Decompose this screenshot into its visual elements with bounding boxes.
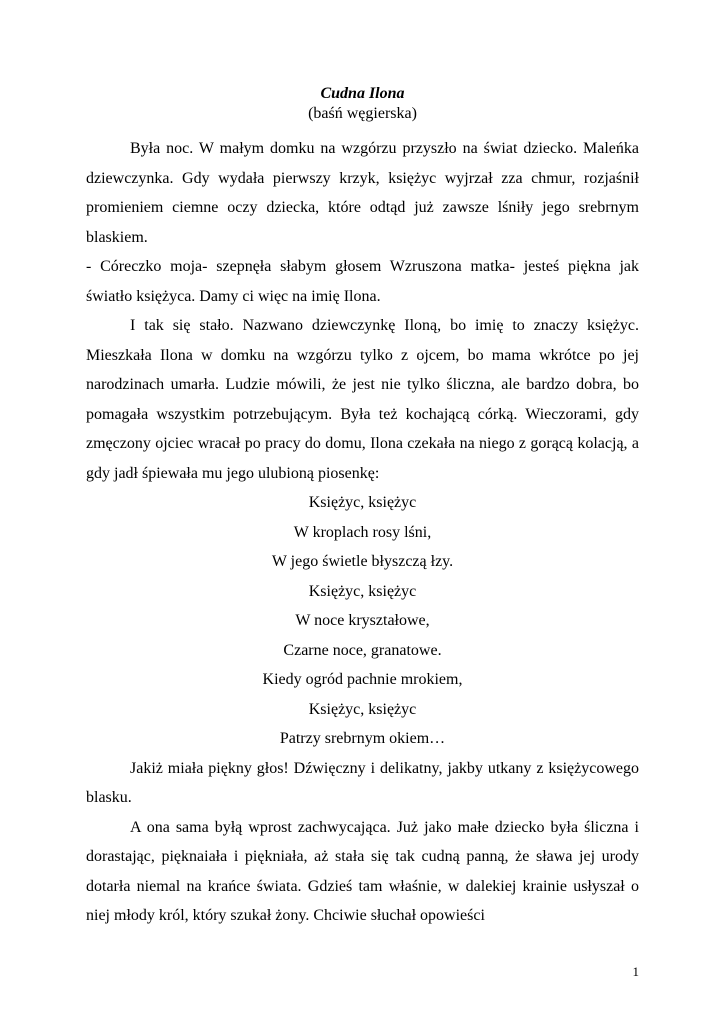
paragraph: I tak się stało. Nazwano dziewczynkę Iloną, bo imię to znaczy księżyc. Mieszkała Ilona w domku na wzgórzu tylko z ojcem, bo mama wkrótce po jej narodzinach umarła. Ludzie mówili, że jest nie tylko śliczna, ale bardzo dobra, bo pomagała wszystkim potrzebującym. Była też kochającą córką. Wieczorami, gdy zmęczony ojciec wracał po pracy do domu, Ilona czekała na niego z gorącą kolacją, a gdy jadł śpiewała mu jego ulubioną piosenkę:: [86, 317, 639, 482]
poem-line: Czarne noce, granatowe.: [283, 641, 442, 659]
poem-line: W kroplach rosy lśni,: [293, 523, 432, 541]
poem-line: Księżyc, księżyc: [308, 494, 417, 511]
poem-line: Księżyc, księżyc: [308, 582, 417, 600]
paragraph: Była noc. W małym domku na wzgórzu przyszło na świat dziecko. Maleńka dziewczynka. Gdy wydała pierwszy krzyk, księżyc wyjrzał zza chmur, rozjaśnił promieniem ciemne oczy dziecka, które odtąd już zawsze lśniły jego srebrnym blaskiem.: [86, 140, 639, 246]
paragraph: - Córeczko moja- szepnęła słabym głosem Wzruszona matka- jesteś piękna jak światło księżyca. Damy ci więc na imię Ilona.: [86, 258, 639, 305]
paragraph: A ona sama byłą wprost zachwycająca. Już jako małe dziecko była śliczna i dorastając, pięknaiała i piękniała, aż stała się tak cudną panną, że sława jej urody dotarła niemal na krańce świata. Gdzieś tam właśnie, w dalekiej krainie usłyszał o niej młody król, który szukał żony. Chciwie słuchał opowieści: [86, 818, 639, 924]
poem-line: W jego świetle błyszczą łzy.: [271, 553, 454, 570]
paragraph: Jakiż miała piękny głos! Dźwięczny i delikatny, jakby utkany z księżycowego blasku.: [86, 759, 639, 806]
document-title: Cudna Ilona: [320, 85, 405, 102]
poem-line: Patrzy srebrnym okiem…: [279, 730, 446, 747]
poem-line: Kiedy ogród pachnie mrokiem,: [262, 671, 463, 688]
document-subtitle: (baśń węgierska): [308, 105, 417, 122]
poem-line: Księżyc, księżyc: [308, 700, 417, 718]
page-number: 1: [632, 964, 639, 979]
document-body: [86, 134, 639, 931]
poem-line: W noce kryształowe,: [295, 612, 430, 629]
poem: [86, 488, 639, 754]
